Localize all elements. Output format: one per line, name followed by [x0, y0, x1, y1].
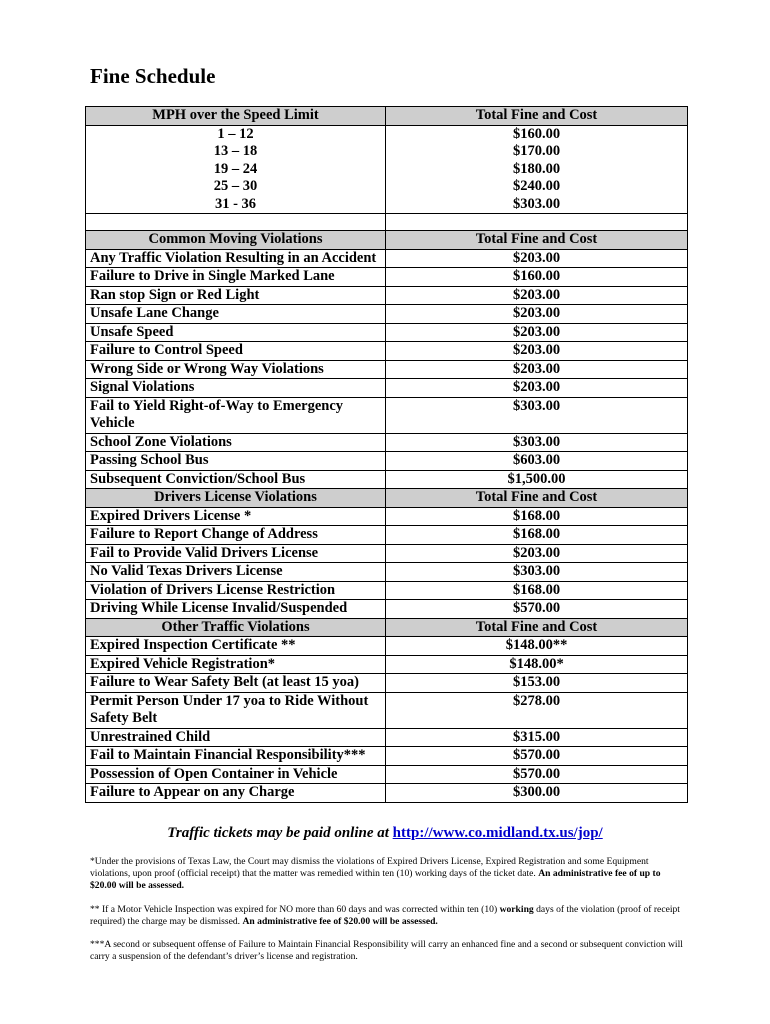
online-payment-link[interactable]: http://www.co.midland.tx.us/jop/ [392, 825, 603, 841]
moving-row [86, 397, 688, 433]
speed-fine: $240.00 [386, 178, 688, 196]
license-header-row [86, 489, 688, 508]
note-expired-registration [90, 856, 685, 893]
license-violation: Violation of Drivers License Restriction [86, 581, 386, 600]
other-header-row [86, 618, 688, 637]
speed-fine: $170.00 [386, 143, 688, 161]
fine-table [85, 106, 688, 803]
note-1-text: *Under the provisions of Texas Law, the Court may dismiss the violations of Expired Drivers License, Expired Registration and some Equipment violations, upon proof (official receipt) that the matter was remedied within ten (10) working days of the ticket date. [90, 856, 649, 880]
moving-row [86, 342, 688, 361]
other-row [86, 637, 688, 656]
other-violation: Possession of Open Container in Vehicle [86, 765, 386, 784]
speed-row [86, 178, 688, 196]
moving-violation: Ran stop Sign or Red Light [86, 286, 386, 305]
moving-fine: $203.00 [386, 360, 688, 379]
moving-fine: $303.00 [386, 433, 688, 452]
license-row [86, 600, 688, 619]
other-fine: $570.00 [386, 765, 688, 784]
moving-header-fine: Total Fine and Cost [386, 231, 688, 250]
license-row [86, 563, 688, 582]
license-fine: $168.00 [386, 526, 688, 545]
license-fine: $168.00 [386, 581, 688, 600]
other-header-label: Other Traffic Violations [86, 618, 386, 637]
moving-violation: Unsafe Speed [86, 323, 386, 342]
moving-fine: $1,500.00 [386, 470, 688, 489]
moving-fine: $203.00 [386, 286, 688, 305]
moving-header-row [86, 231, 688, 250]
license-violation: Fail to Provide Valid Drivers License [86, 544, 386, 563]
other-row [86, 692, 688, 728]
speed-header-row [86, 107, 688, 126]
moving-fine: $603.00 [386, 452, 688, 471]
other-header-fine: Total Fine and Cost [386, 618, 688, 637]
moving-violation: Wrong Side or Wrong Way Violations [86, 360, 386, 379]
fine-table-body [86, 107, 688, 803]
speed-range: 25 – 30 [86, 178, 386, 196]
moving-row [86, 433, 688, 452]
note-2-fee: An administrative fee of $20.00 will be assessed. [242, 916, 438, 928]
other-violation: Expired Inspection Certificate ** [86, 637, 386, 656]
moving-violation: Any Traffic Violation Resulting in an Accident [86, 249, 386, 268]
license-violation: Failure to Report Change of Address [86, 526, 386, 545]
moving-violation: Fail to Yield Right-of-Way to Emergency Vehicle [86, 397, 386, 433]
speed-range: 1 – 12 [86, 125, 386, 143]
note-2-text-a: ** If a Motor Vehicle Inspection was expired for NO more than 60 days and was corrected within ten (10) [90, 904, 500, 915]
other-row [86, 728, 688, 747]
moving-fine: $303.00 [386, 397, 688, 433]
note-3-text: ***A second or subsequent offense of Failure to Maintain Financial Responsibility will carry an enhanced fine and a second or subsequent conviction will carry a suspension of the defendant’s driver’s license and registration. [90, 939, 683, 963]
note-financial-responsibility [90, 939, 685, 963]
note-2-text-b: days of the violation (proof of receipt required) the charge may be dismissed. [90, 904, 680, 928]
license-fine: $570.00 [386, 600, 688, 619]
moving-row [86, 268, 688, 287]
speed-row [86, 143, 688, 161]
speed-fine: $303.00 [386, 196, 688, 214]
other-violation: Expired Vehicle Registration* [86, 655, 386, 674]
other-fine: $153.00 [386, 674, 688, 693]
speed-header-label: MPH over the Speed Limit [86, 107, 386, 126]
speed-range: 19 – 24 [86, 161, 386, 179]
other-row [86, 655, 688, 674]
other-violation: Fail to Maintain Financial Responsibility*** [86, 747, 386, 766]
other-violation: Failure to Wear Safety Belt (at least 15 yoa) [86, 674, 386, 693]
license-violation: Expired Drivers License * [86, 507, 386, 526]
moving-violation: Passing School Bus [86, 452, 386, 471]
license-row [86, 526, 688, 545]
moving-fine: $203.00 [386, 305, 688, 324]
spacer-row [86, 214, 688, 231]
moving-violation: Subsequent Conviction/School Bus [86, 470, 386, 489]
speed-fine: $180.00 [386, 161, 688, 179]
other-fine: $148.00** [386, 637, 688, 656]
note-2-working: working [499, 904, 534, 915]
moving-violation: Failure to Control Speed [86, 342, 386, 361]
moving-row [86, 360, 688, 379]
other-row [86, 674, 688, 693]
moving-row [86, 305, 688, 324]
moving-violation: School Zone Violations [86, 433, 386, 452]
speed-range: 13 – 18 [86, 143, 386, 161]
moving-header-label: Common Moving Violations [86, 231, 386, 250]
license-row [86, 544, 688, 563]
moving-row [86, 249, 688, 268]
speed-row [86, 161, 688, 179]
license-violation: Driving While License Invalid/Suspended [86, 600, 386, 619]
spacer-cell [86, 214, 386, 231]
moving-fine: $203.00 [386, 249, 688, 268]
moving-fine: $203.00 [386, 379, 688, 398]
other-violation: Permit Person Under 17 yoa to Ride Without Safety Belt [86, 692, 386, 728]
speed-range: 31 - 36 [86, 196, 386, 214]
other-row [86, 784, 688, 803]
online-payment-text: Traffic tickets may be paid online at [167, 825, 393, 841]
note-1-fee: An administrative fee of up to $20.00 will be assessed. [90, 868, 661, 892]
license-header-label: Drivers License Violations [86, 489, 386, 508]
moving-violation: Signal Violations [86, 379, 386, 398]
moving-row [86, 379, 688, 398]
other-violation: Failure to Appear on any Charge [86, 784, 386, 803]
license-row [86, 507, 688, 526]
other-fine: $315.00 [386, 728, 688, 747]
license-header-fine: Total Fine and Cost [386, 489, 688, 508]
other-fine: $148.00* [386, 655, 688, 674]
moving-fine: $203.00 [386, 323, 688, 342]
license-fine: $168.00 [386, 507, 688, 526]
other-row [86, 747, 688, 766]
moving-row [86, 286, 688, 305]
spacer-cell [386, 214, 688, 231]
other-row [86, 765, 688, 784]
speed-row [86, 196, 688, 214]
online-payment-line [0, 825, 770, 842]
license-fine: $203.00 [386, 544, 688, 563]
other-fine: $570.00 [386, 747, 688, 766]
other-violation: Unrestrained Child [86, 728, 386, 747]
speed-fine: $160.00 [386, 125, 688, 143]
speed-header-fine: Total Fine and Cost [386, 107, 688, 126]
moving-fine: $203.00 [386, 342, 688, 361]
other-fine: $300.00 [386, 784, 688, 803]
moving-row [86, 323, 688, 342]
speed-row [86, 125, 688, 143]
license-row [86, 581, 688, 600]
note-inspection [90, 904, 685, 928]
page-title: Fine Schedule [90, 64, 216, 88]
moving-row [86, 452, 688, 471]
license-fine: $303.00 [386, 563, 688, 582]
moving-violation: Failure to Drive in Single Marked Lane [86, 268, 386, 287]
license-violation: No Valid Texas Drivers License [86, 563, 386, 582]
moving-violation: Unsafe Lane Change [86, 305, 386, 324]
moving-fine: $160.00 [386, 268, 688, 287]
moving-row [86, 470, 688, 489]
other-fine: $278.00 [386, 692, 688, 728]
